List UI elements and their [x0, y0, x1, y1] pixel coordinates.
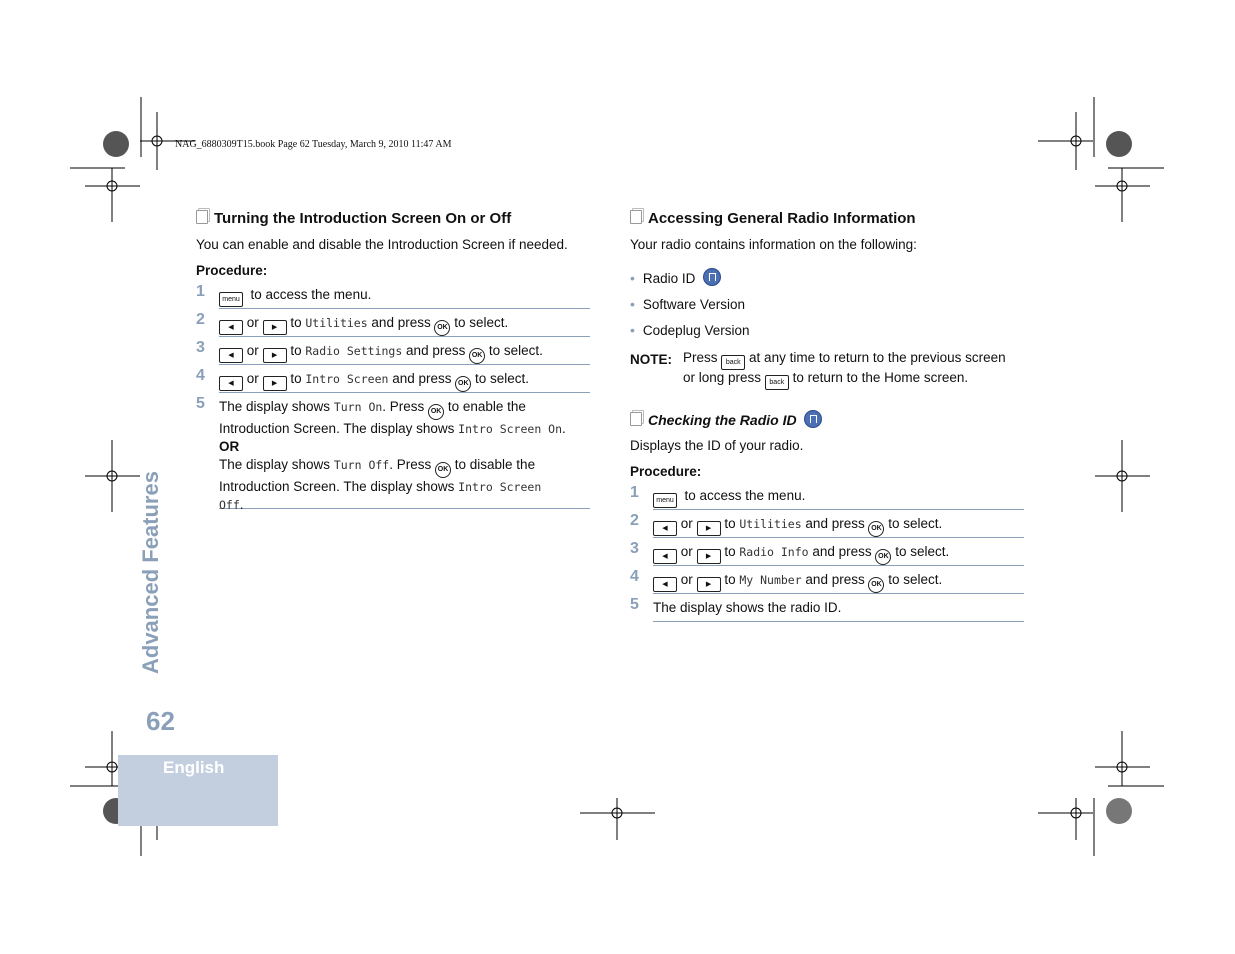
back-home-key-icon: back [721, 355, 745, 370]
ok-button-icon: OK [455, 376, 471, 392]
step-number: 3 [196, 339, 205, 356]
step5-line1-b: . Press [382, 399, 425, 414]
step-text: to access the menu. [250, 287, 372, 302]
left-title-text: Turning the Introduction Screen On or Off [214, 210, 512, 227]
sub-intro: Displays the ID of your radio. [630, 438, 804, 453]
step5-line3-c: to disable the [454, 457, 536, 472]
left-intro: You can enable and disable the Introduction Screen if needed. [196, 237, 568, 252]
ok-button-icon: OK [469, 348, 485, 364]
step5-line3-mono: Turn Off [333, 458, 390, 472]
ok-button-icon: OK [868, 577, 884, 593]
right-arrow-key-icon: ▶ [697, 549, 721, 564]
bullet-radio-id: • Radio ID [630, 268, 721, 286]
press-text: and press [805, 516, 865, 531]
left-step-5 [196, 395, 590, 512]
note-text-2: to return to the Home screen. [792, 370, 969, 385]
right-arrow-key-icon: ▶ [263, 320, 287, 335]
step5-line1-mono: Turn On [333, 400, 383, 414]
step5-line3-b: . Press [389, 457, 432, 472]
select-text: to select. [888, 516, 943, 531]
book-header-line: NAG_6880309T15.book Page 62 Tuesday, March 9, 2010 11:47 AM [175, 139, 452, 150]
note-line-1 [683, 350, 1006, 370]
select-text: to select. [488, 343, 543, 358]
left-arrow-key-icon: ◀ [653, 521, 677, 536]
step5-line2-mono: Intro Screen On [458, 422, 563, 436]
language-label: English [163, 758, 225, 777]
ok-button-icon: OK [875, 549, 891, 565]
or-text: or [680, 572, 693, 587]
menu-item-name: Radio Info [739, 545, 809, 559]
step-number: 2 [630, 512, 639, 529]
note-label: NOTE: [630, 352, 672, 367]
left-arrow-key-icon: ◀ [653, 549, 677, 564]
right-section-title [630, 210, 916, 227]
step-number: 2 [196, 311, 205, 328]
step-number: 5 [630, 596, 639, 613]
note-press: Press [683, 350, 718, 365]
bullet-software-version: • Software Version [630, 296, 745, 312]
section-icon [196, 210, 208, 224]
right-arrow-key-icon: ▶ [263, 348, 287, 363]
select-text: to select. [888, 572, 943, 587]
right-step-4 [630, 568, 1024, 594]
section-icon [630, 412, 642, 426]
right-arrow-key-icon: ▶ [697, 577, 721, 592]
step5-line5-mono: Off [219, 498, 240, 512]
menu-item-name: Utilities [305, 316, 368, 330]
or-text: or [680, 544, 693, 559]
menu-item-name: Radio Settings [305, 344, 403, 358]
right-step-2 [630, 512, 1024, 538]
step5-line3-a: The display shows [219, 457, 331, 472]
right-arrow-key-icon: ▶ [263, 376, 287, 391]
left-step-3 [196, 339, 590, 365]
right-intro: Your radio contains information on the following: [630, 237, 917, 252]
step-number: 1 [196, 283, 205, 300]
right-procedure-label: Procedure: [630, 464, 702, 479]
left-arrow-key-icon: ◀ [219, 348, 243, 363]
page-number: 62 [146, 706, 175, 736]
menu-item-name: Utilities [739, 517, 802, 531]
note-line-2 [683, 370, 968, 390]
or-text: or [680, 516, 693, 531]
press-text: and press [406, 343, 466, 358]
or-text: or [246, 315, 259, 330]
step-number: 4 [196, 367, 205, 384]
press-text: and press [392, 371, 452, 386]
menu-key-icon: menu [653, 493, 677, 508]
step5-line1-a: The display shows [219, 399, 331, 414]
press-text: and press [805, 572, 865, 587]
step5-line1-c: to enable the [447, 399, 526, 414]
note-long-press: or long press [683, 370, 762, 385]
select-text: to select. [475, 371, 530, 386]
step-number: 1 [630, 484, 639, 501]
bullet-text: Codeplug Version [642, 323, 750, 338]
or-text: or [246, 371, 259, 386]
to-text: to [290, 371, 302, 386]
left-step-2 [196, 311, 590, 337]
language-tab [118, 755, 278, 826]
step5-or: OR [219, 439, 240, 454]
bullet-codeplug-version: • Codeplug Version [630, 322, 750, 338]
ok-button-icon: OK [428, 404, 444, 420]
to-text: to [724, 544, 736, 559]
left-arrow-key-icon: ◀ [653, 577, 677, 592]
note-text-1: at any time to return to the previous screen [749, 350, 1006, 365]
step5-line5-b: . [239, 497, 244, 512]
step5-line2-b: . [562, 421, 566, 436]
ok-button-icon: OK [868, 521, 884, 537]
left-section-title [196, 210, 511, 227]
sub-section-title [630, 410, 822, 428]
bullet-text: Software Version [642, 297, 745, 312]
step-text: The display shows the radio ID. [653, 600, 842, 615]
back-home-key-icon: back [765, 375, 789, 390]
right-title-text: Accessing General Radio Information [648, 210, 916, 227]
step-number: 3 [630, 540, 639, 557]
menu-item-name: Intro Screen [305, 372, 389, 386]
bullet-text: Radio ID [642, 271, 696, 286]
right-arrow-key-icon: ▶ [697, 521, 721, 536]
sub-title-text: Checking the Radio ID [648, 412, 797, 428]
left-arrow-key-icon: ◀ [219, 320, 243, 335]
press-text: and press [371, 315, 431, 330]
to-text: to [290, 343, 302, 358]
left-procedure-label: Procedure: [196, 263, 268, 278]
press-text: and press [812, 544, 872, 559]
to-text: to [724, 572, 736, 587]
right-step-1 [630, 484, 1024, 510]
right-step-3 [630, 540, 1024, 566]
ok-button-icon: OK [435, 462, 451, 478]
select-text: to select. [454, 315, 509, 330]
right-step-5 [630, 596, 1024, 622]
section-icon [630, 210, 642, 224]
step-text: to access the menu. [684, 488, 806, 503]
or-text: or [246, 343, 259, 358]
step5-line2-a: Introduction Screen. The display shows [219, 421, 455, 436]
radio-feature-badge-icon [703, 268, 721, 286]
ok-button-icon: OK [434, 320, 450, 336]
step5-line4-a: Introduction Screen. The display shows [219, 479, 455, 494]
to-text: to [724, 516, 736, 531]
to-text: to [290, 315, 302, 330]
left-step-1 [196, 283, 590, 309]
side-chapter-title: Advanced Features [138, 471, 163, 674]
radio-feature-badge-icon [804, 410, 822, 428]
step-number: 4 [630, 568, 639, 585]
left-step-4 [196, 367, 590, 393]
left-arrow-key-icon: ◀ [219, 376, 243, 391]
step-number: 5 [196, 395, 205, 412]
menu-item-name: My Number [739, 573, 802, 587]
menu-key-icon: menu [219, 292, 243, 307]
step5-line4-mono: Intro Screen [458, 480, 542, 494]
select-text: to select. [895, 544, 950, 559]
